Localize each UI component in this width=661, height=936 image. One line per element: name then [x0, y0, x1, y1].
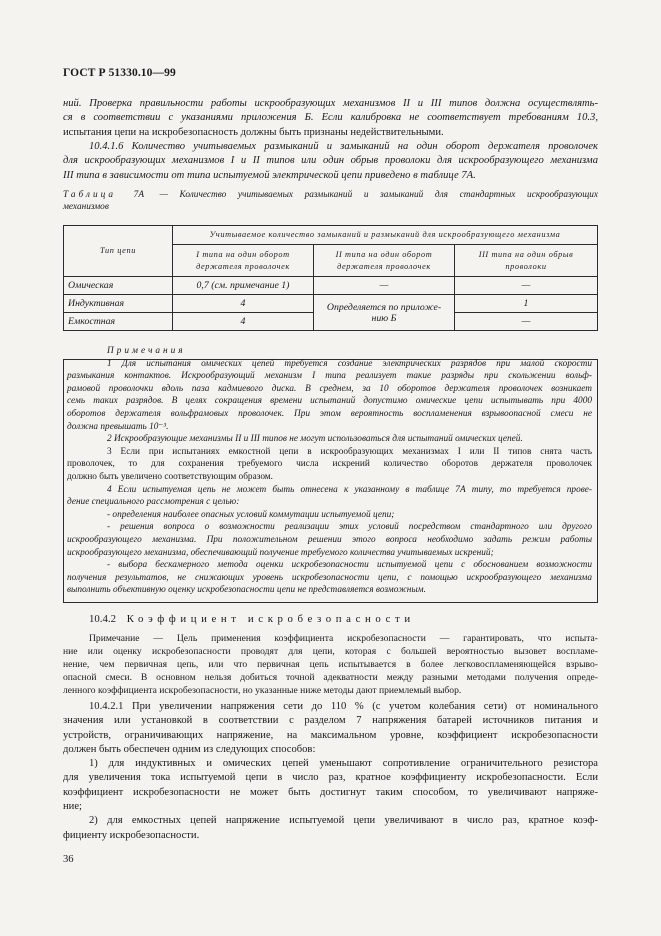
clause-10-4-1-6 — [63, 140, 598, 183]
note-line: рамовой проволочки вдоль паза кадмиевого диска. В среднем, за 10 оборотов держателя проволочек возникает — [67, 383, 592, 394]
text-line: фициенту искробезопасности. — [63, 829, 200, 841]
cell-type-3: — — [455, 313, 598, 331]
text-line: для искрообразующих механизмов I и II типов или один обрыв проволоки для искрообразующего механизма — [63, 155, 598, 167]
cell-type-2: — — [314, 277, 455, 295]
text-line: ся в соответствии с указаниями приложения Б. Если калибровка не соответствует требованиям 10.3, — [63, 112, 598, 124]
merged-cell-line: нию Б — [371, 312, 397, 324]
table-row — [64, 277, 598, 295]
note-line: должно быть увеличено соответствующим образом. — [67, 471, 273, 482]
text-line: ний. Проверка правильности работы искрообразующих механизмов II и III типов должна осуществлять- — [63, 98, 598, 109]
text-line: 10.4.2.1 При увеличении напряжения сети до 110 % (с учетом колебания сети) от номинального — [89, 701, 598, 712]
header-type-3-line: проволоки — [505, 261, 547, 271]
page-number: 36 — [63, 854, 74, 865]
text-line: ленного коэффициента искробезопасности, но указанные ниже методы дают приемлемый выбор. — [63, 685, 462, 696]
table-caption-text-cont: механизмов — [63, 202, 109, 212]
section-title: Коэффициент искробезопасности — [126, 613, 415, 625]
header-type-2 — [314, 245, 455, 277]
row-type: Омическая — [64, 277, 173, 295]
text-line: ние; — [63, 801, 82, 813]
section-note — [63, 632, 598, 697]
cell-type-2-merged — [314, 295, 455, 331]
notes-title: Примечания — [107, 346, 186, 356]
note-line: искрообразующего механизма, обеспечивающий получение требуемого количества учитываемых искрений; — [67, 547, 494, 558]
text-line: III типа в зависимости от типа испытуемой электрической цепи приведено в таблице 7А. — [63, 169, 476, 181]
header-type-1 — [173, 245, 314, 277]
merged-cell-line: Определяется по приложе- — [326, 301, 442, 313]
header-type-2-line: II типа на один оборот — [335, 250, 433, 259]
section-heading — [89, 613, 415, 625]
section-number: 10.4.2 — [89, 613, 116, 625]
table-caption-number: 7А — [133, 190, 144, 200]
note-line: получения результатов, не снижающих уровень искробезопасности цепи, с помощью искрообразующего механизма — [67, 572, 592, 583]
note-line: - решения вопроса о возможности реализации этих условий посредством стандартного или другого — [107, 522, 592, 533]
row-type: Индуктивная — [64, 295, 173, 313]
header-type-2-line: держателя проволочек — [337, 261, 431, 271]
cell-type-3: 1 — [455, 295, 598, 313]
header-group: Учитываемое количество замыканий и размыканий для искрообразующего механизма — [173, 226, 598, 245]
header-type-3-line: III типа на один обрыв — [478, 250, 574, 259]
note-line: 3 Если при испытаниях емкостной цепи в искрообразующих механизмах I или II типов снята часть — [107, 446, 592, 457]
text-line: ние или оценку искробезопасности проводят для цепи, которая с большей вероятностью вызовет воспламе- — [63, 646, 598, 657]
table-caption — [63, 189, 598, 213]
table-7a — [63, 225, 598, 331]
table-row — [64, 295, 598, 313]
row-type: Емкостная — [64, 313, 173, 331]
note-line: - выбора бескамерного метода оценки искробезопасности испытуемой цепи с обоснованием возможности — [107, 560, 592, 571]
intro-paragraph — [63, 97, 598, 140]
note-line: оборотов держателя вольфрамовых проволочек. При этом вероятность воспламенения взрывоопасной смеси не — [67, 408, 592, 419]
note-line: дение специального рассмотрения с целью: — [67, 497, 240, 508]
text-line: опасной смеси. В основном нельзя добиться точной адекватности между разными методами получения опреде- — [63, 672, 598, 683]
cell-type-1: 0,7 (см. примечание 1) — [173, 277, 314, 295]
header-type-3 — [455, 245, 598, 277]
header-type-1-line: держателя проволочек — [196, 261, 290, 271]
text-line: Примечание — Цель применения коэффициента искробезопасности — гарантировать, что испыта- — [89, 633, 598, 644]
note-line: выполнить объективную оценку искробезопасности цепи не представляется возможным. — [67, 585, 426, 596]
clause-10-4-2-1 — [63, 700, 598, 843]
header-circuit-type: Тип цепи — [64, 226, 173, 277]
text-line: устройств, ограничивающих напряжение, на максимальном уровне, коэффициент искробезопасности — [63, 729, 598, 741]
table-notes — [63, 345, 596, 597]
text-line: нение, чем первичная цепь, или что первичная цепь испытывается в более легковоспламеняющейся взрыво- — [63, 659, 598, 670]
note-line: 4 Если испытуемая цепь не может быть отнесена к указанному в таблице 7А типу, то требуется прове- — [107, 484, 592, 495]
note-line: - определения наиболее опасных условий коммутации испытуемой цепи; — [107, 509, 395, 520]
note-line: размыкания контактов. Искрообразующий механизм I типа реализует такие разряды при скольжении вольф- — [67, 371, 592, 382]
document-number-header: ГОСТ Р 51330.10—99 — [63, 67, 176, 79]
note-line: 1 Для испытания омических цепей требуется создание электрических разрядов при малой скорости — [107, 358, 592, 369]
cell-type-1: 4 — [173, 313, 314, 331]
note-line: 2 Искрообразующие механизмы II и III типов не могут использоваться для испытаний омических цепей. — [107, 434, 523, 445]
header-type-1-line: I типа на один оборот — [196, 250, 290, 259]
cell-type-1: 4 — [173, 295, 314, 313]
text-line: 1) для индуктивных и омических цепей уменьшают сопротивление ограничительного резистора — [89, 758, 598, 770]
text-line: должен быть обеспечен одним из следующих способов: — [63, 743, 316, 755]
text-line: для увеличения тока испытуемой цепи в число раз, кратное коэффициенту искробезопасности. Если — [63, 772, 598, 784]
text-line: значения или установкой в соответствии с разделом 7 напряжения батарей источников питания и — [63, 715, 598, 727]
text-line: коэффициент искробезопасности не может быть достигнут таким способом, то увеличивают напряже- — [63, 786, 598, 798]
note-line: должна превышать 10⁻³. — [67, 421, 169, 432]
table-caption-text: — Количество учитываемых размыканий и замыканий для стандартных искрообразующих — [159, 190, 599, 200]
note-line: искрообразующего механизма. При положительном решении этого вопроса необходимо задать режим работы — [67, 534, 592, 545]
cell-type-3: — — [455, 277, 598, 295]
text-line: 10.4.1.6 Количество учитываемых размыканий и замыканий на один оборот держателя проволочек — [89, 141, 598, 152]
table-caption-label: Таблица — [63, 190, 117, 200]
text-line: испытания цепи на искробезопасность должны быть признаны недействительными. — [63, 126, 444, 138]
text-line: 2) для емкостных цепей напряжение испытуемой цепи увеличивают в число раз, кратное коэф- — [89, 815, 598, 827]
note-line: семь таких разрядов. В целях сокращения времени испытаний допустимо омические цепи испытывать при 4000 — [67, 396, 592, 407]
note-line: проволочек, то для сохранения требуемого числа искрений количество оборотов держателя проволочек — [67, 459, 592, 470]
